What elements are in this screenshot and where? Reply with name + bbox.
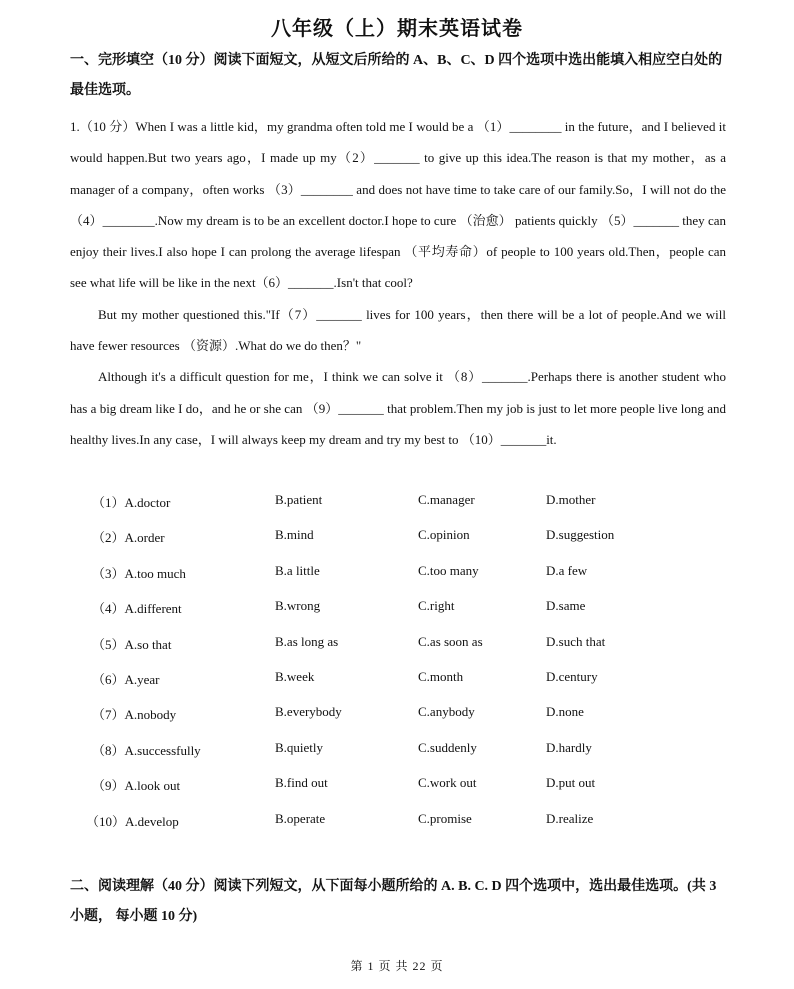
- section-heading-cloze: 一、完形填空（10 分）阅读下面短文，从短文后所给的 A、B、C、D 四个选项中选出能填入相应空白处的最佳选项。: [70, 53, 723, 98]
- passage-paragraph-3: Although it's a difficult question for me，I think we can solve it （8）_______.Perhaps there is another student who has a big dream like I do，and he or she can （9）_______ that problem.Then my job is just to let more people live long and healthy lives.In any case，I will always keep my dream and try my best to （10）_______it.: [70, 369, 726, 447]
- option-c: C.anybody: [418, 704, 475, 720]
- option-d: D.put out: [546, 775, 596, 791]
- option-a: （3）A.too much: [92, 565, 186, 581]
- option-a: （7）A.nobody: [92, 707, 177, 723]
- option-b: B.operate: [275, 810, 326, 826]
- option-d: D.mother: [546, 492, 596, 507]
- option-a: （6）A.year: [92, 671, 160, 687]
- option-a: （9）A.look out: [92, 778, 181, 794]
- answer-options: [86, 492, 732, 846]
- option-row: [92, 492, 732, 527]
- option-d: D.none: [546, 704, 584, 720]
- passage-paragraph-1: 1.（10 分）When I was a little kid，my grandma often told me I would be a （1）________ in the future，and I believed it would happen.But two years ago，I made up my（2）_______ to give up this idea.The reason is that my mother，as a manager of a company，often works （3）________ and does not have time to take care of our family.So，I will not do the （4）________.Now my dream is to be an excellent doctor.I hope to cure （治愈） patients quickly （5）_______ they can enjoy their lives.I also hope I can prolong the average lifespan （平均寿命）of people to 100 years old.Then，people can see what life will be like in the next（6）_______.Isn't that cool?: [70, 119, 726, 291]
- option-b: B.mind: [275, 527, 314, 543]
- option-row: [92, 598, 732, 633]
- option-d: D.hardly: [546, 739, 592, 755]
- option-a: （10）A.develop: [86, 813, 179, 829]
- option-c: C.right: [418, 598, 455, 614]
- option-row: [92, 563, 732, 598]
- option-c: C.promise: [418, 810, 472, 826]
- option-row: [92, 775, 732, 810]
- option-c: C.work out: [418, 775, 477, 791]
- option-c: C.too many: [418, 562, 479, 578]
- option-c: C.opinion: [418, 527, 470, 543]
- option-c: C.month: [418, 668, 464, 684]
- option-a: （1）A.doctor: [92, 495, 171, 510]
- option-b: B.patient: [275, 492, 323, 507]
- option-c: C.suddenly: [418, 739, 477, 755]
- option-c: C.manager: [418, 492, 475, 507]
- option-a: （2）A.order: [92, 530, 165, 546]
- exam-title: 八年级（上）期末英语试卷: [271, 18, 523, 40]
- option-b: B.wrong: [275, 598, 321, 614]
- option-b: B.find out: [275, 775, 328, 791]
- option-c: C.as soon as: [418, 633, 483, 649]
- option-a: （4）A.different: [92, 601, 182, 617]
- page-number: 第 1 页 共 22 页: [350, 959, 444, 973]
- option-b: B.week: [275, 668, 315, 684]
- option-b: B.everybody: [275, 704, 342, 720]
- option-d: D.century: [546, 668, 598, 684]
- option-d: D.suggestion: [546, 527, 615, 543]
- option-d: D.same: [546, 598, 586, 614]
- option-b: B.quietly: [275, 739, 324, 755]
- option-row: [92, 527, 732, 562]
- option-row: [86, 810, 732, 846]
- option-d: D.a few: [546, 562, 588, 578]
- option-row: [92, 704, 732, 739]
- cloze-passage: [70, 111, 726, 455]
- option-row: [92, 669, 732, 704]
- option-a: （5）A.so that: [92, 636, 172, 652]
- option-d: D.such that: [546, 633, 606, 649]
- option-a: （8）A.successfully: [92, 742, 201, 758]
- option-row: [92, 634, 732, 669]
- option-b: B.as long as: [275, 633, 339, 649]
- passage-paragraph-2: But my mother questioned this."If（7）_______ lives for 100 years，then there will be a lot of people.And we will have fewer resources （资源）.What do we do then？": [70, 306, 726, 354]
- option-d: D.realize: [546, 810, 594, 826]
- option-b: B.a little: [275, 562, 320, 578]
- section-heading-reading: 二、阅读理解（40 分）阅读下列短文，从下面每小题所给的 A. B. C. D 四个选项中，选出最佳选项。(共 3 小题， 每小题 10 分): [70, 879, 717, 924]
- option-row: [92, 740, 732, 775]
